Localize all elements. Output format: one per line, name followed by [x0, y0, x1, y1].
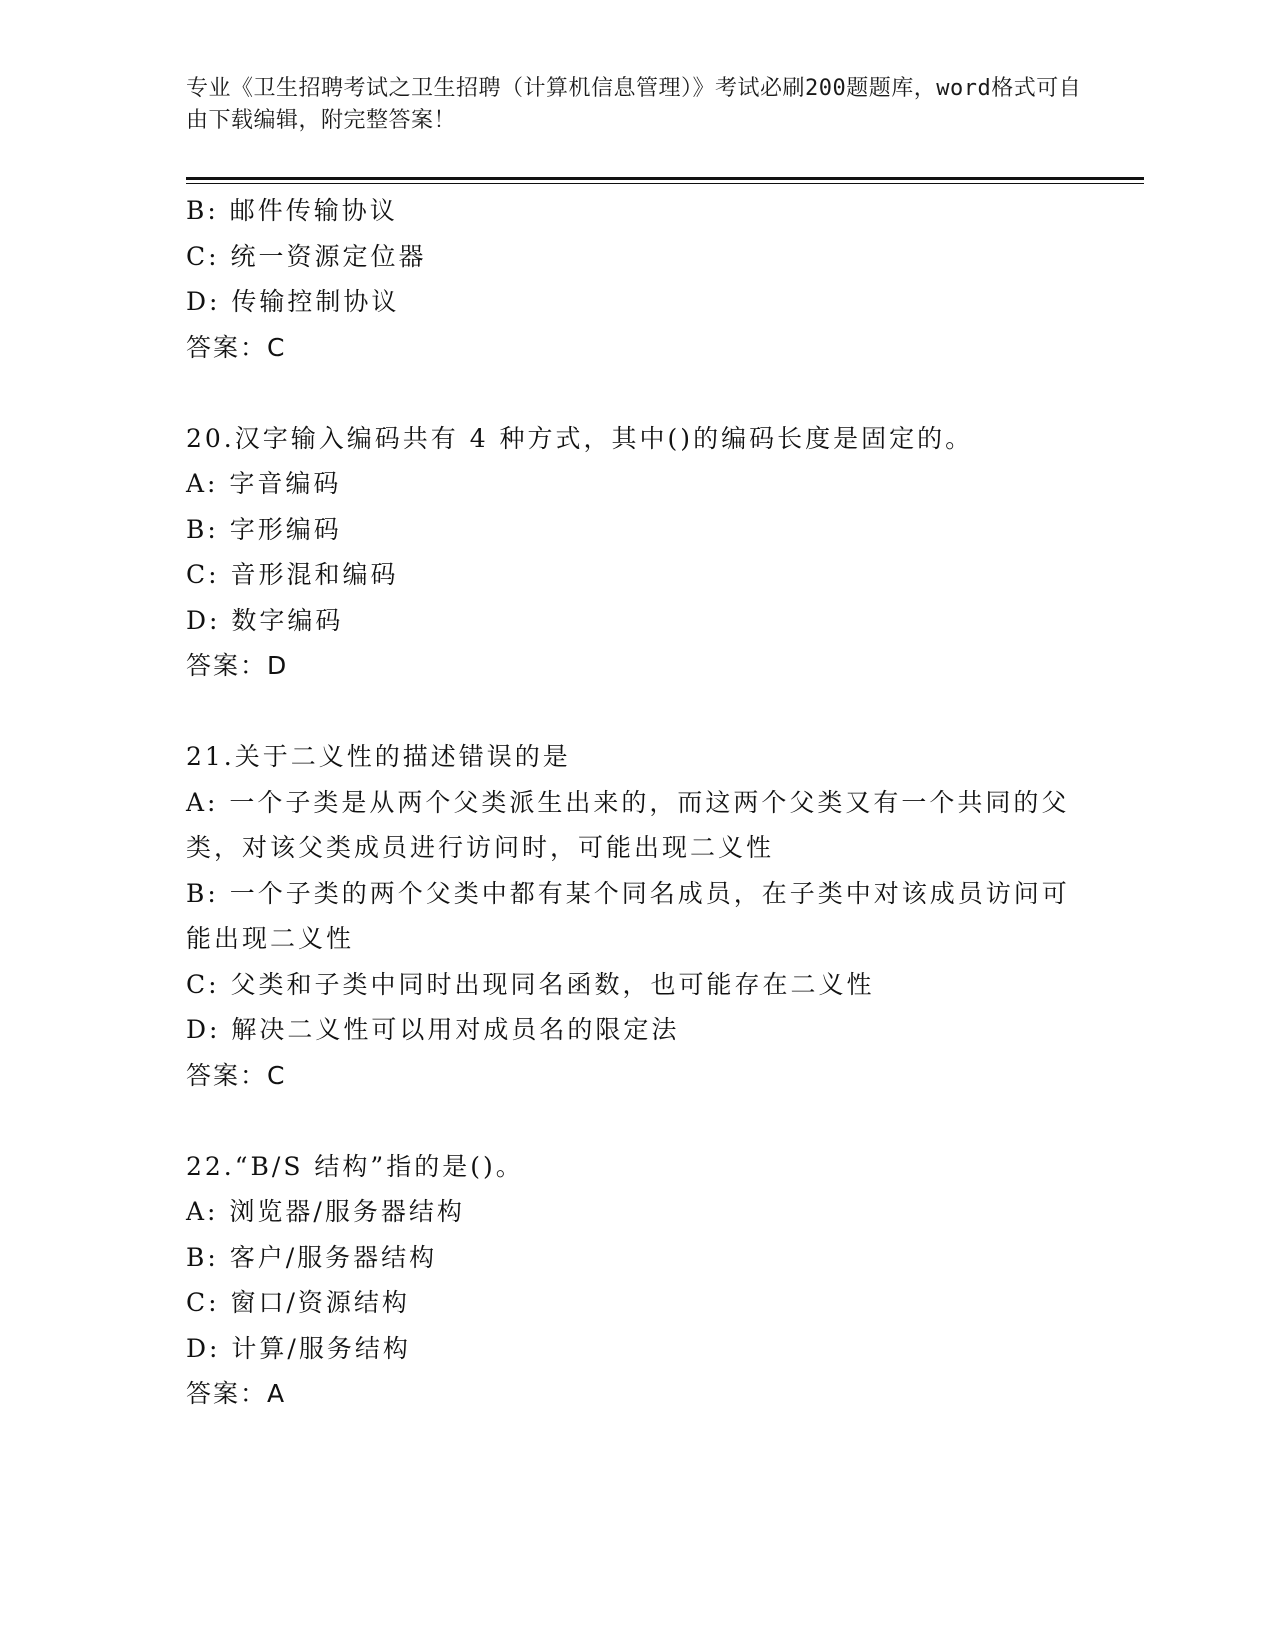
answer-line: 答案：D	[186, 651, 289, 680]
question-content	[186, 188, 1086, 1417]
option-a: A: 字音编码	[186, 469, 342, 498]
header-divider-thin	[186, 183, 1144, 184]
question-21	[186, 734, 1086, 1098]
question-stem: 21.关于二义性的描述错误的是	[186, 742, 571, 771]
spacer	[186, 370, 1086, 416]
option-c: C: 父类和子类中同时出现同名函数，也可能存在二义性	[186, 969, 875, 999]
option-c: C: 窗口/资源结构	[186, 1288, 410, 1317]
option-b: B: 一个子类的两个父类中都有某个同名成员，在子类中对该成员访问可能出现二义性	[186, 878, 1070, 953]
previous-question-fragment	[186, 188, 1086, 370]
question-20	[186, 416, 1086, 689]
spacer	[186, 689, 1086, 735]
option-b: B: 客户/服务器结构	[186, 1242, 438, 1272]
answer-line: 答案：A	[186, 1379, 287, 1408]
option-b: B: 字形编码	[186, 514, 342, 544]
option-c: C: 音形混和编码	[186, 560, 399, 589]
option-d: D: 计算/服务结构	[186, 1333, 411, 1363]
answer-line: 答案：C	[186, 332, 287, 362]
option-b: B: 邮件传输协议	[186, 196, 398, 225]
option-d: D: 解决二义性可以用对成员名的限定法	[186, 1015, 680, 1044]
header-divider-thick	[186, 177, 1144, 180]
option-a: A: 浏览器/服务器结构	[186, 1197, 465, 1226]
option-d: D: 数字编码	[186, 605, 344, 635]
option-a: A: 一个子类是从两个父类派生出来的，而这两个父类又有一个共同的父类，对该父类成员进行访问时，可能出现二义性	[186, 787, 1070, 862]
question-stem: 20.汉字输入编码共有 4 种方式，其中()的编码长度是固定的。	[186, 423, 974, 453]
option-c: C: 统一资源定位器	[186, 241, 427, 271]
question-22	[186, 1144, 1086, 1417]
answer-line: 答案：C	[186, 1060, 287, 1090]
spacer	[186, 1098, 1086, 1144]
document-header: 专业《卫生招聘考试之卫生招聘（计算机信息管理）》考试必刷200题题库，word格式可自由下载编辑，附完整答案！	[186, 76, 1082, 133]
option-d: D: 传输控制协议	[186, 287, 400, 316]
question-stem: 22.“B/S 结构”指的是()。	[186, 1151, 524, 1181]
